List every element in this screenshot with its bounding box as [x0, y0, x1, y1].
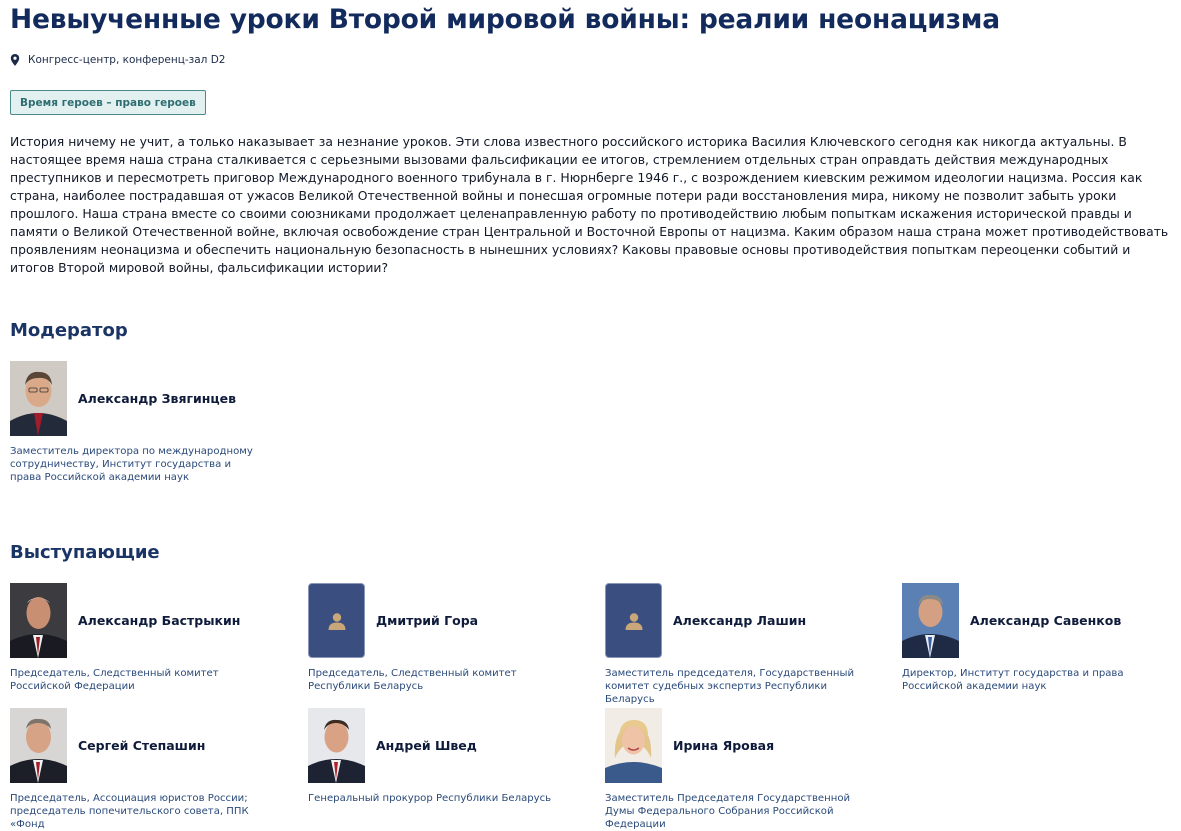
person-name[interactable]: Александр Лашин — [673, 613, 807, 628]
avatar[interactable] — [308, 583, 365, 658]
topic-tag[interactable]: Время героев – право героев — [10, 90, 206, 115]
moderator-card[interactable] — [10, 361, 280, 484]
event-description: История ничему не учит, а только наказывает за незнание уроков. Эти слова известного российского историка Василия Ключевского сегодня как никогда актуальны. В настоящее время наша страна сталкивается с серьезными вызовами фальсификации ее итогов, стремлением отдельных стран оправдать действия международных преступников и пересмотреть приговор Международного военного трибунала в г. Нюрнберге 1946 г., с возрождением киевским режимом идеологии нацизма. Россия как страна, наиболее пострадавшая от ужасов Великой Отечественной войны и понесшая огромные потери ради восстановления мира, никому не позволит забыть уроки прошлого. Наша страна вместе со своими союзниками продолжает целенаправленную работу по противодействию любым попыткам искажения исторической правды и памяти о Великой Отечественной войне, включая освобождение стран Центральной и Восточной Европы от нацизма. Каким образом наша страна может противодействовать проявлениям неонацизма и обеспечить национальную безопасность в нынешних условиях? Каковы правовые основы противодействия попыткам переоценки событий и итогов Второй мировой войны, фальсификации истории? — [10, 134, 1169, 275]
person-name[interactable]: Александр Савенков — [970, 613, 1122, 628]
avatar[interactable] — [10, 583, 67, 658]
speaker-card[interactable] — [605, 708, 875, 831]
speaker-card[interactable] — [10, 708, 280, 831]
speaker-card[interactable] — [10, 583, 280, 693]
person-name[interactable]: Дмитрий Гора — [376, 613, 479, 628]
person-name[interactable]: Александр Звягинцев — [78, 391, 237, 406]
moderator-heading: Модератор — [10, 320, 128, 341]
avatar[interactable] — [605, 583, 662, 658]
location-text: Конгресс-центр, конференц-зал D2 — [28, 54, 226, 66]
person-role: Заместитель председателя, Государственный комитет судебных экспертиз Республики Беларусь — [605, 668, 855, 705]
user-icon — [624, 611, 644, 631]
person-name[interactable]: Андрей Швед — [376, 738, 477, 753]
person-role: Председатель, Ассоциация юристов России; председатель попечительского совета, ППК «Фонд — [10, 793, 249, 830]
page-title: Невыученные уроки Второй мировой войны: реалии неонацизма — [10, 4, 1000, 35]
person-name[interactable]: Ирина Яровая — [673, 738, 775, 753]
avatar[interactable] — [308, 708, 365, 783]
person-name[interactable]: Сергей Степашин — [78, 738, 206, 753]
person-role: Директор, Институт государства и права Российской академии наук — [902, 668, 1124, 692]
avatar[interactable] — [902, 583, 959, 658]
person-name[interactable]: Александр Бастрыкин — [78, 613, 241, 628]
speaker-card[interactable] — [902, 583, 1178, 693]
avatar[interactable] — [10, 361, 67, 436]
avatar[interactable] — [605, 708, 662, 783]
speaker-card[interactable] — [605, 583, 875, 706]
person-role: Генеральный прокурор Республики Беларусь — [308, 793, 552, 804]
map-pin-icon — [10, 54, 20, 66]
person-role: Заместитель директора по международному сотрудничеству, Институт государства и права Российской академии наук — [10, 446, 253, 483]
person-role: Председатель, Следственный комитет Республики Беларусь — [308, 668, 517, 692]
person-role: Заместитель Председателя Государственной Думы Федерального Собрания Российской Федерации — [605, 793, 851, 830]
event-location — [10, 54, 225, 66]
person-role: Председатель, Следственный комитет Российской Федерации — [10, 668, 219, 692]
avatar[interactable] — [10, 708, 67, 783]
speaker-card[interactable] — [308, 583, 578, 693]
speaker-card[interactable] — [308, 708, 578, 805]
speakers-heading: Выступающие — [10, 542, 160, 563]
user-icon — [327, 611, 347, 631]
